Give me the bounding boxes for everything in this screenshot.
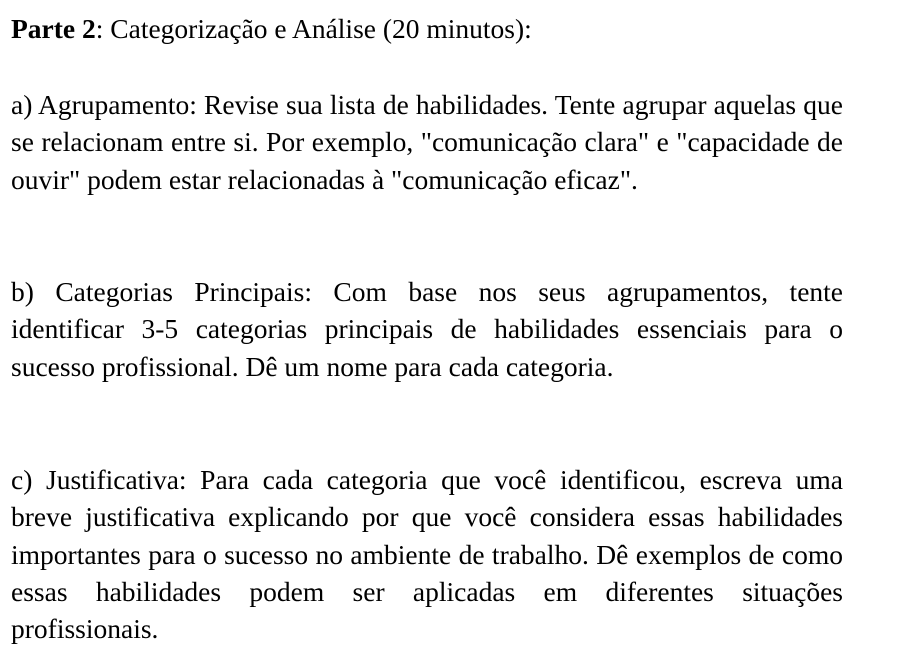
paragraph-c-text: Justificativa: Para cada categoria que você identificou, escreva uma breve justificativa explicando por que você considera essas habilidades importantes para o sucesso no ambiente de trabalho. Dê exemplos de como essas habilidades podem ser aplicadas em diferentes situações profissionais. [11,464,844,645]
item-marker-b: b) [11,276,34,307]
paragraph-b [11,273,843,385]
paragraph-a-text: Agrupamento: Revise sua lista de habilidades. Tente agrupar aquelas que se relacionam entre si. Por exemplo, "comunicação clara" e "capacidade de ouvir" podem estar relacionadas à "comunicação eficaz". [11,89,843,195]
item-marker-a: a) [11,89,33,120]
paragraph-c [11,461,843,647]
heading-title: : Categorização e Análise (20 minutos): [95,13,532,44]
section-heading [11,10,891,47]
paragraph-a [11,86,843,198]
item-marker-c: c) [11,464,33,495]
heading-bold-label: Parte 2 [11,13,96,44]
paragraph-b-text: Categorias Principais: Com base nos seus agrupamentos, tente identificar 3-5 categorias principais de habilidades essenciais para o sucesso profissional. Dê um nome para cada categoria. [11,276,843,382]
